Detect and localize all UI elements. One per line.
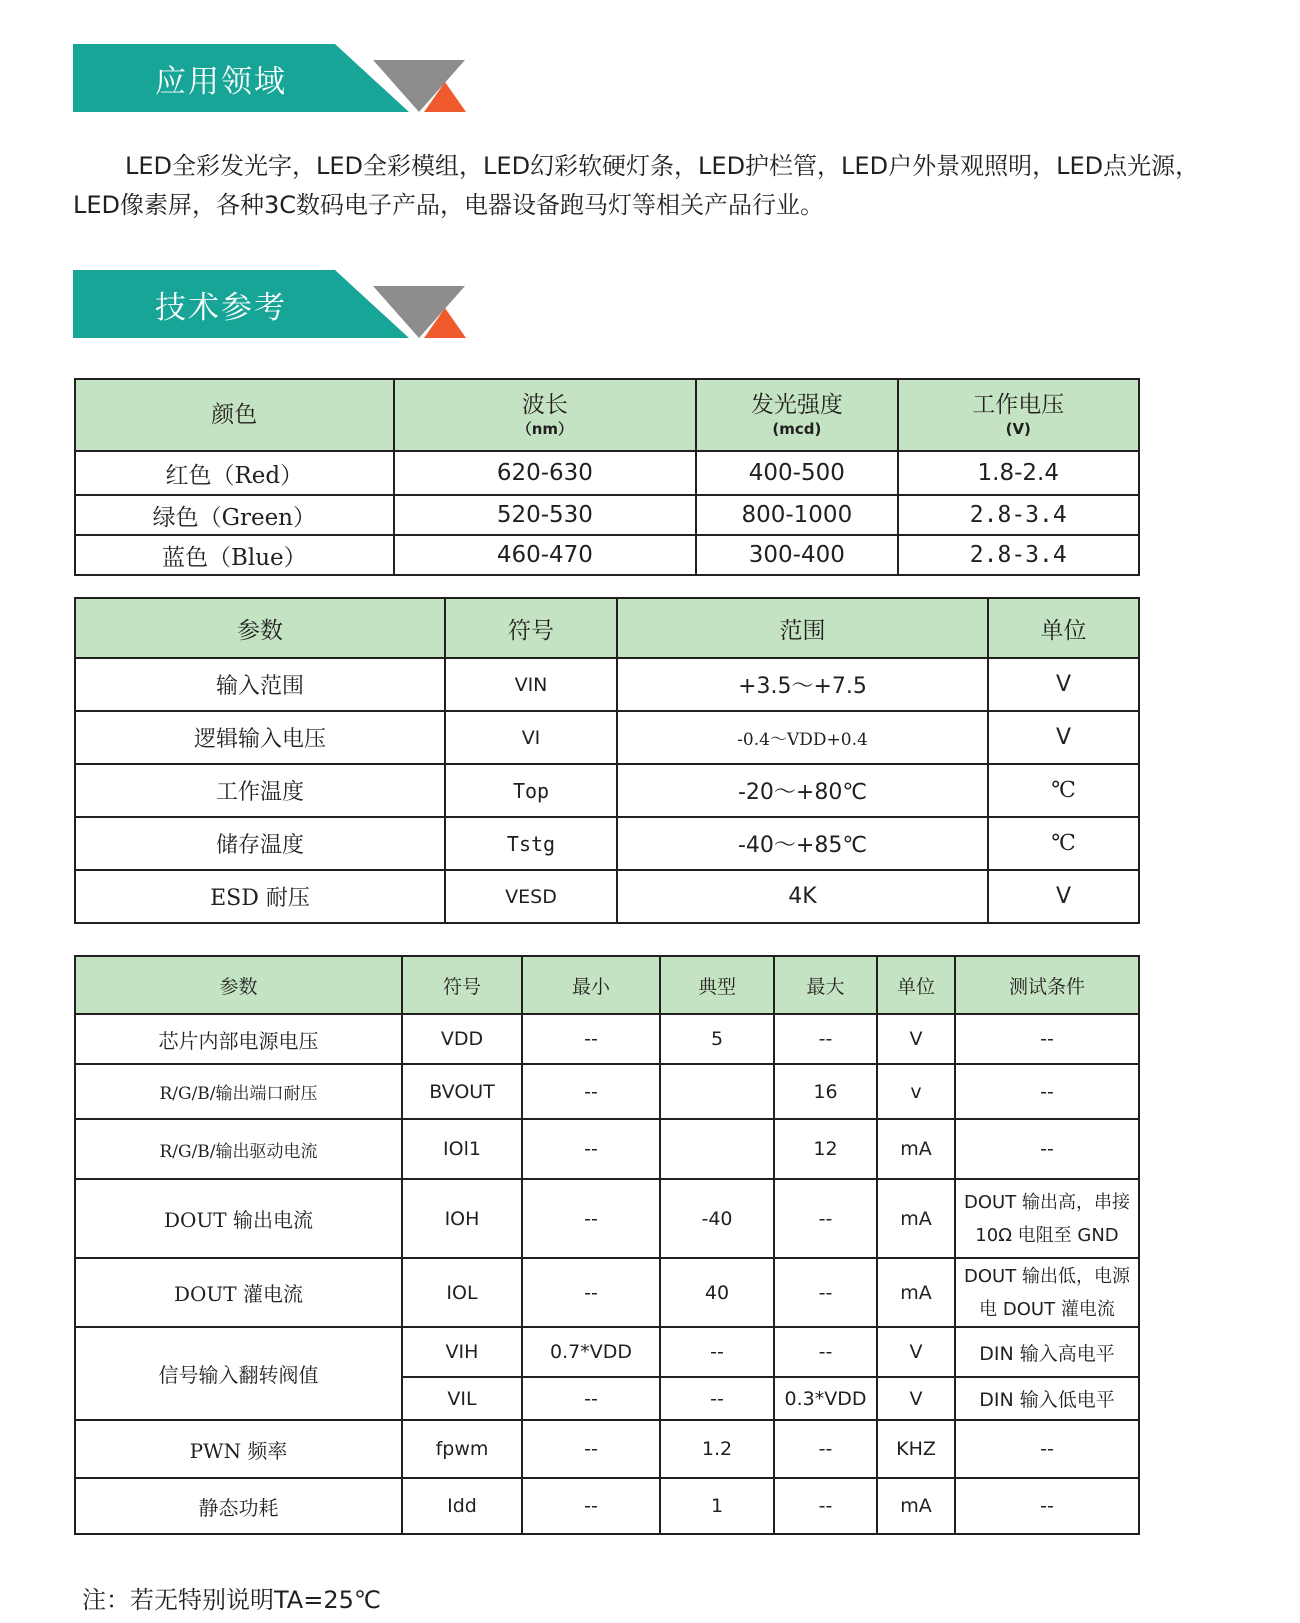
table-cell: -- — [955, 1478, 1139, 1534]
table-cell: VIH — [402, 1327, 522, 1377]
table-cell: V — [988, 870, 1139, 923]
table-cell: 蓝色（Blue） — [75, 535, 394, 575]
table-cell: +3.5～+7.5 — [617, 658, 988, 711]
table-row — [75, 1258, 1139, 1327]
section-banner-application — [73, 44, 493, 112]
table-cell: -- — [522, 1258, 660, 1327]
table-cell: -- — [774, 1258, 877, 1327]
table-cell: 储存温度 — [75, 817, 445, 870]
table-header-row — [75, 956, 1139, 1014]
header-cell: 测试条件 — [955, 956, 1139, 1014]
table-cell: -0.4～VDD+0.4 — [617, 711, 988, 764]
table-cell: VIL — [402, 1377, 522, 1420]
table-row — [75, 1327, 1139, 1377]
table-cell: 红色（Red） — [75, 451, 394, 495]
table-row — [75, 1064, 1139, 1119]
table-cell: 1 — [660, 1478, 774, 1534]
table-cell: mA — [877, 1258, 955, 1327]
table-cell: VI — [445, 711, 617, 764]
table-cell: 1.2 — [660, 1420, 774, 1478]
table-cell: v — [877, 1064, 955, 1119]
table-cell: DOUT 灌电流 — [75, 1258, 402, 1327]
table-cell: -- — [522, 1064, 660, 1119]
header-cell: 最大 — [774, 956, 877, 1014]
table-cell: -- — [522, 1014, 660, 1064]
table-cell: 4K — [617, 870, 988, 923]
table-cell: V — [988, 658, 1139, 711]
table-cell: -40 — [660, 1179, 774, 1258]
header-cell: 单位 — [877, 956, 955, 1014]
table-cell: ℃ — [988, 764, 1139, 817]
table-cell: -- — [955, 1420, 1139, 1478]
table-cell: ESD 耐压 — [75, 870, 445, 923]
table-cell: IOH — [402, 1179, 522, 1258]
table-header-row — [75, 598, 1139, 658]
table-cell: mA — [877, 1179, 955, 1258]
table-cell: -- — [955, 1064, 1139, 1119]
table-cell: -- — [522, 1478, 660, 1534]
table-cell: 静态功耗 — [75, 1478, 402, 1534]
header-cell: 符号 — [402, 956, 522, 1014]
table-cell: -- — [955, 1014, 1139, 1064]
table-cell: -20～+80℃ — [617, 764, 988, 817]
table-cell: -- — [774, 1420, 877, 1478]
led-color-table — [74, 378, 1140, 576]
footnote: 注：若无特别说明TA=25℃ — [82, 1586, 381, 1614]
section-title: 应用领域 — [155, 64, 287, 100]
table-cell: 300-400 — [696, 535, 897, 575]
table-cell: 2.8-3.4 — [898, 495, 1139, 535]
table-row — [75, 1420, 1139, 1478]
table-cell: 0.3*VDD — [774, 1377, 877, 1420]
application-paragraph: LED全彩发光字，LED全彩模组，LED幻彩软硬灯条，LED护栏管，LED户外景观照明，LED点光源，LED像素屏，各种3C数码电子产品，电器设备跑马灯等相关产品行业。 — [73, 152, 1200, 219]
table-cell: 绿色（Green） — [75, 495, 394, 535]
table-cell: DOUT 输出高，串接 10Ω 电阻至 GND — [955, 1179, 1139, 1258]
table-row — [75, 1014, 1139, 1064]
table-cell: -- — [522, 1179, 660, 1258]
table-cell: 逻辑输入电压 — [75, 711, 445, 764]
header-cell: 典型 — [660, 956, 774, 1014]
table-cell: DOUT 输出低，电源电 DOUT 灌电流 — [955, 1258, 1139, 1327]
table-cell: ℃ — [988, 817, 1139, 870]
table-cell: -- — [774, 1478, 877, 1534]
table-cell: Top — [445, 764, 617, 817]
limit-parameters-table — [74, 597, 1140, 924]
table-cell: 620-630 — [394, 451, 697, 495]
table-cell: DOUT 输出电流 — [75, 1179, 402, 1258]
header-cell: 参数 — [75, 956, 402, 1014]
table-row — [75, 870, 1139, 923]
table-cell: V — [988, 711, 1139, 764]
table-cell: R/G/B/输出端口耐压 — [75, 1064, 402, 1119]
table-cell: -- — [522, 1420, 660, 1478]
table-row — [75, 817, 1139, 870]
table-cell: KHZ — [877, 1420, 955, 1478]
table-cell: DIN 输入高电平 — [955, 1327, 1139, 1377]
table-cell — [660, 1064, 774, 1119]
table-cell: 460-470 — [394, 535, 697, 575]
header-cell: 符号 — [445, 598, 617, 658]
header-cell: 参数 — [75, 598, 445, 658]
table-row — [75, 451, 1139, 495]
table-cell: VIN — [445, 658, 617, 711]
table-row — [75, 1179, 1139, 1258]
header-cell: 最小 — [522, 956, 660, 1014]
table-cell: 2.8-3.4 — [898, 535, 1139, 575]
table-cell: mA — [877, 1119, 955, 1179]
table-row — [75, 1119, 1139, 1179]
table-row — [75, 495, 1139, 535]
header-cell: 工作电压 (V) — [898, 379, 1139, 451]
table-cell: 800-1000 — [696, 495, 897, 535]
table-cell: V — [877, 1014, 955, 1064]
table-cell: 0.7*VDD — [522, 1327, 660, 1377]
table-row — [75, 711, 1139, 764]
table-row — [75, 658, 1139, 711]
table-cell: VESD — [445, 870, 617, 923]
section-title: 技术参考 — [155, 290, 287, 326]
table-cell: -- — [522, 1377, 660, 1420]
header-cell: 波长 （nm） — [394, 379, 697, 451]
table-row — [75, 764, 1139, 817]
table-cell: 芯片内部电源电压 — [75, 1014, 402, 1064]
header-cell: 范围 — [617, 598, 988, 658]
table-cell: 12 — [774, 1119, 877, 1179]
table-cell: 40 — [660, 1258, 774, 1327]
table-cell: -- — [774, 1327, 877, 1377]
table-row — [75, 1478, 1139, 1534]
table-cell: 16 — [774, 1064, 877, 1119]
table-cell — [660, 1119, 774, 1179]
table-cell: 5 — [660, 1014, 774, 1064]
table-cell: V — [877, 1377, 955, 1420]
table-cell: -40～+85℃ — [617, 817, 988, 870]
header-cell: 发光强度 (mcd) — [696, 379, 897, 451]
table-cell: Tstg — [445, 817, 617, 870]
table-cell: mA — [877, 1478, 955, 1534]
table-cell: 400-500 — [696, 451, 897, 495]
table-cell: R/G/B/输出驱动电流 — [75, 1119, 402, 1179]
table-cell: -- — [955, 1119, 1139, 1179]
table-cell: 输入范围 — [75, 658, 445, 711]
table-cell: -- — [660, 1377, 774, 1420]
table-cell: -- — [522, 1119, 660, 1179]
table-header-row — [75, 379, 1139, 451]
table-cell: 工作温度 — [75, 764, 445, 817]
table-cell: Idd — [402, 1478, 522, 1534]
table-cell: fpwm — [402, 1420, 522, 1478]
header-cell: 单位 — [988, 598, 1139, 658]
table-cell: 信号输入翻转阀值 — [75, 1327, 402, 1420]
table-cell: 1.8-2.4 — [898, 451, 1139, 495]
table-cell: PWN 频率 — [75, 1420, 402, 1478]
table-row — [75, 535, 1139, 575]
table-cell: -- — [774, 1179, 877, 1258]
table-cell: IOL — [402, 1258, 522, 1327]
table-cell: 520-530 — [394, 495, 697, 535]
electrical-characteristics-table — [74, 955, 1140, 1535]
header-cell: 颜色 — [75, 379, 394, 451]
table-cell: -- — [774, 1014, 877, 1064]
table-cell: DIN 输入低电平 — [955, 1377, 1139, 1420]
table-cell: -- — [660, 1327, 774, 1377]
table-cell: BVOUT — [402, 1064, 522, 1119]
table-cell: VDD — [402, 1014, 522, 1064]
table-cell: IOl1 — [402, 1119, 522, 1179]
section-banner-technical — [73, 270, 493, 338]
table-cell: V — [877, 1327, 955, 1377]
